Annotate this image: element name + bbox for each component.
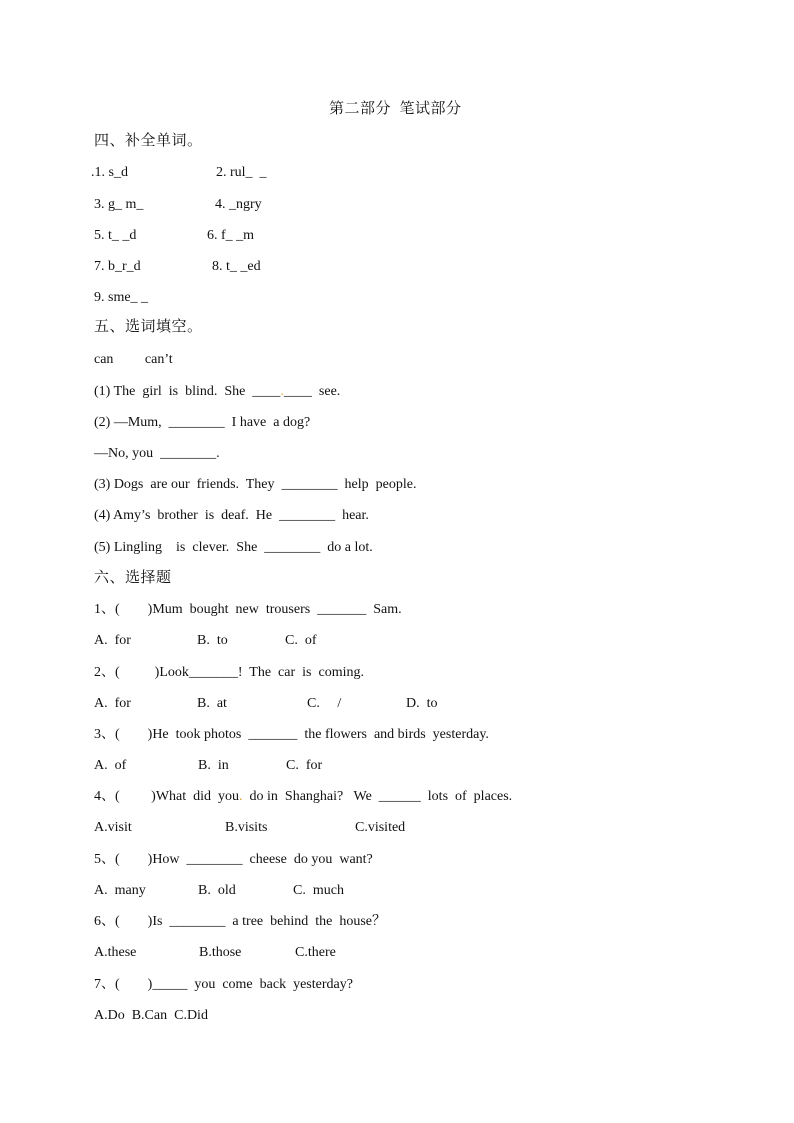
section-5-heading: 五、选词填空。 bbox=[94, 319, 203, 335]
q3-option-b: B. in bbox=[198, 758, 229, 773]
word-item-1: .1. s_d bbox=[91, 165, 128, 180]
q6-option-c: C.there bbox=[295, 945, 336, 960]
choice-question-5: 5、( )How ________ cheese do you want? bbox=[94, 852, 373, 867]
orange-dot-mark-2: . bbox=[239, 789, 243, 804]
fill-question-5: (5) Lingling is clever. She ________ do a lot. bbox=[94, 540, 373, 555]
q1-option-a: A. for bbox=[94, 633, 131, 648]
word-item-9: 9. sme_ _ bbox=[94, 290, 149, 305]
word-item-3: 3. g_ m_ bbox=[94, 197, 144, 212]
choice-question-6: 6、( )Is ________ a tree behind the house？ bbox=[94, 914, 386, 929]
word-item-6: 6. f_ _m bbox=[207, 228, 255, 243]
q5-option-a: A. many bbox=[94, 883, 146, 898]
choice-question-2: 2、( )Look_______! The car is coming. bbox=[94, 665, 364, 680]
choice-question-7: 7、( )_____ you come back yesterday? bbox=[94, 977, 353, 992]
fill-question-3: (3) Dogs are our friends. They ________ help people. bbox=[94, 477, 417, 492]
q1-option-c: C. of bbox=[285, 633, 317, 648]
choice-question-4 bbox=[94, 789, 512, 805]
word-item-8: 8. t_ _ed bbox=[212, 259, 261, 274]
word-item-2: 2. rul_ _ bbox=[216, 165, 267, 180]
word-item-5: 5. t_ _d bbox=[94, 228, 137, 243]
orange-dot-mark: . bbox=[280, 384, 284, 399]
q3-option-c: C. for bbox=[286, 758, 323, 773]
word-bank: can can’t bbox=[94, 352, 173, 367]
q5-option-b: B. old bbox=[198, 883, 236, 898]
q7-options: A.Do B.Can C.Did bbox=[94, 1008, 208, 1023]
q1-option-b: B. to bbox=[197, 633, 228, 648]
section-6-heading: 六、选择题 bbox=[94, 570, 172, 586]
choice-question-4-start: 4、( )What did you bbox=[94, 789, 240, 804]
q6-option-b: B.those bbox=[199, 945, 242, 960]
q5-option-c: C. much bbox=[293, 883, 344, 898]
word-item-7: 7. b_r_d bbox=[94, 259, 141, 274]
choice-question-3: 3、( )He took photos _______ the flowers and birds yesterday. bbox=[94, 727, 489, 742]
fill-question-2-reply: —No, you ________. bbox=[94, 446, 220, 461]
fill-question-1-end: ____ see. bbox=[283, 384, 341, 399]
fill-question-1-start: (1) The girl is blind. She ____ bbox=[94, 384, 281, 399]
q2-option-b: B. at bbox=[197, 696, 227, 711]
q3-option-a: A. of bbox=[94, 758, 127, 773]
fill-question-2: (2) —Mum, ________ I have a dog? bbox=[94, 415, 311, 430]
q6-option-a: A.these bbox=[94, 945, 137, 960]
q4-option-c: C.visited bbox=[355, 820, 406, 835]
choice-question-4-end: do in Shanghai? We ______ lots of places. bbox=[242, 789, 513, 804]
choice-question-1: 1、( )Mum bought new trousers _______ Sam. bbox=[94, 602, 402, 617]
q4-option-a: A.visit bbox=[94, 820, 132, 835]
fill-question-1 bbox=[94, 384, 340, 400]
q4-option-b: B.visits bbox=[225, 820, 268, 835]
page-title: 第二部分 笔试部分 bbox=[329, 101, 462, 117]
q2-option-d: D. to bbox=[406, 696, 438, 711]
section-4-heading: 四、补全单词。 bbox=[94, 133, 203, 149]
q2-option-a: A. for bbox=[94, 696, 131, 711]
q2-option-c: C. / bbox=[307, 696, 342, 711]
word-item-4: 4. _ngry bbox=[215, 197, 262, 212]
fill-question-4: (4) Amy’s brother is deaf. He ________ hear. bbox=[94, 508, 369, 523]
